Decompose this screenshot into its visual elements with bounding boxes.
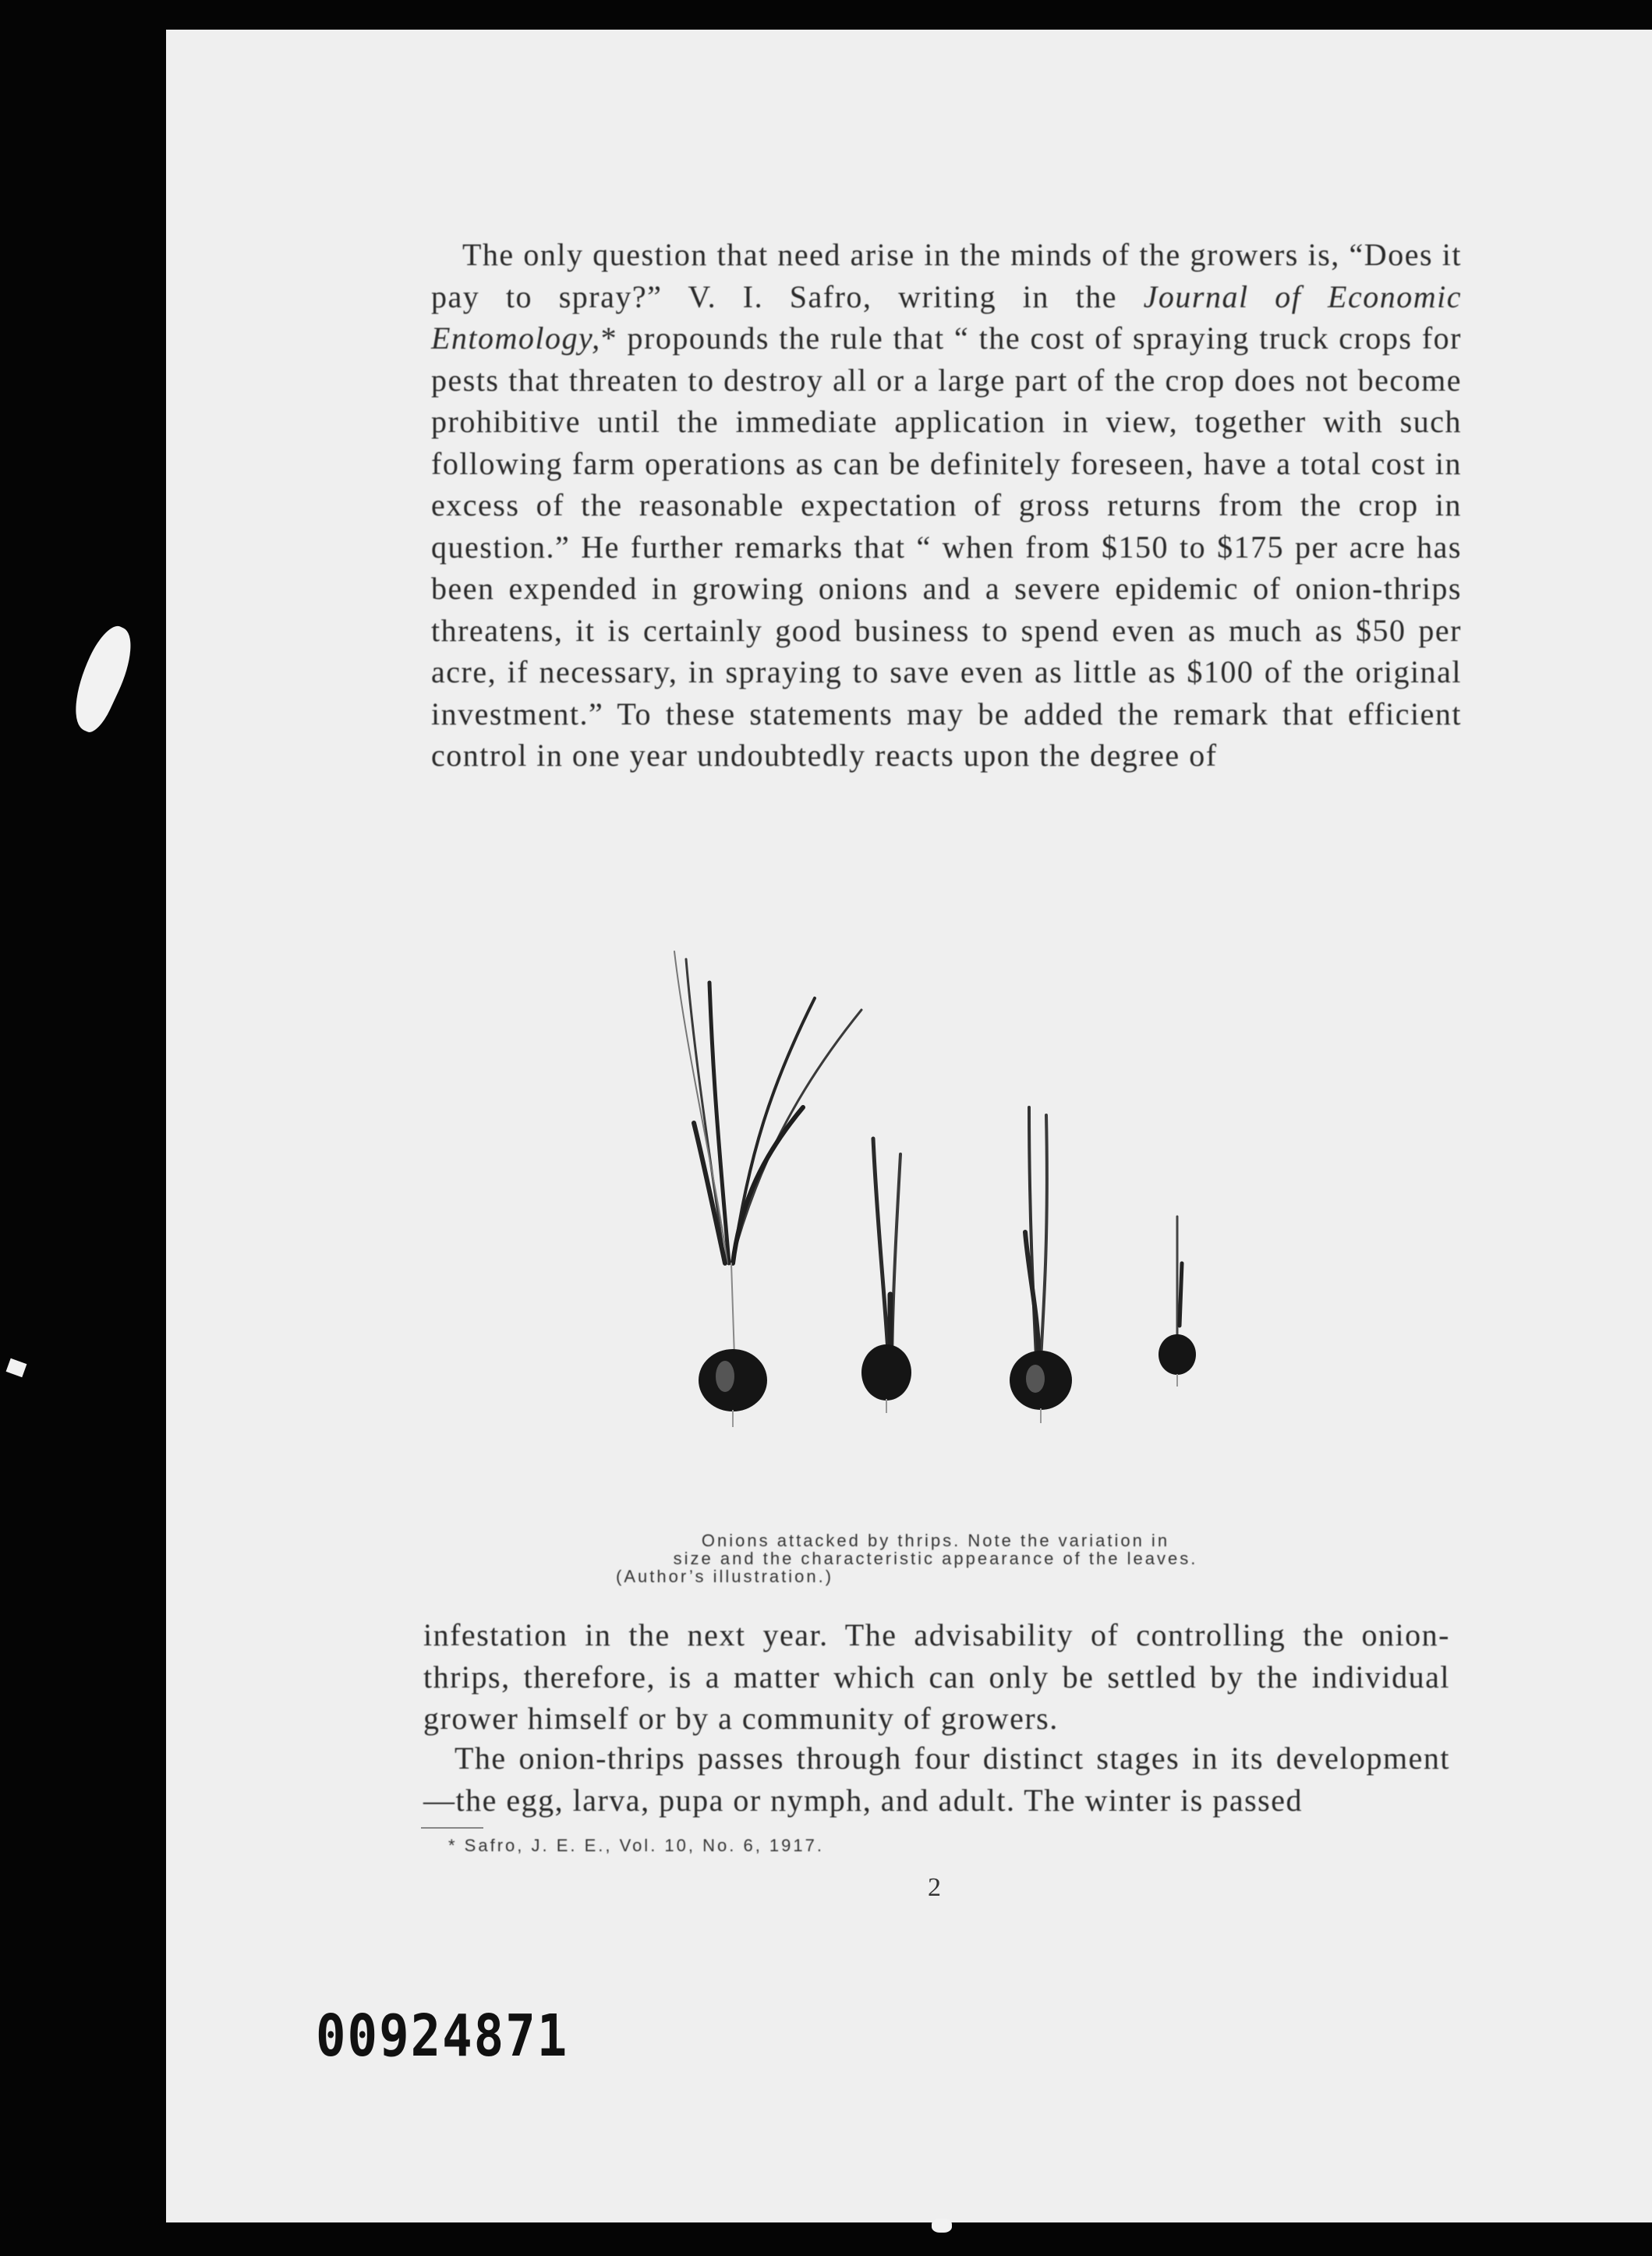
- caption-line: Onions attacked by thrips. Note the variation in: [701, 1531, 1170, 1550]
- scan-debris: [932, 2219, 952, 2233]
- paragraph-1: The only question that need arise in the minds of the growers is, “Does it pay to spray?” V. I. Safro, writing in the Journal of Economic Entomology,* propounds the rule that “ the cost of spraying truck crops for pests that threaten to destroy all or a large part of the crop does not become prohibitive until the immediate application in view, together with such following farm operations as can be definitely foreseen, have a total cost in excess of the reasonable expectation of gross returns from the crop in question.” He further remarks that “ when from $150 to $175 per acre has been expended in growing onions and a severe epidemic of onion-thrips threatens, it is certainly good business to spend even as much as $50 per acre, if necessary, in spraying to save even as little as $100 of the original investment.” To these statements may be added the remark that efficient control in one year undoubtedly reacts upon the degree of: [431, 237, 1462, 773]
- paragraph-2: infestation in the next year. The advisability of controlling the onion-thrips, therefore, is a matter which can only be settled by the individual grower himself or by a community of growers.: [423, 1617, 1450, 1736]
- figure-caption: [616, 1532, 1255, 1585]
- archive-stamp-number: 00924871: [316, 2003, 569, 2070]
- footnote: * Safro, J. E. E., Vol. 10, No. 6, 1917.: [448, 1836, 824, 1855]
- paragraph-3: The onion-thrips passes through four distinct stages in its development—the egg, larva, pupa or nymph, and adult. The winter is passed: [423, 1741, 1450, 1818]
- onion-plants-illustration: [639, 858, 1279, 1450]
- caption-line: size and the characteristic appearance of the leaves.: [673, 1549, 1198, 1568]
- page-number: 2: [928, 1873, 941, 1902]
- caption-line: (Author’s illustration.): [616, 1567, 834, 1586]
- footnote-rule: [421, 1827, 483, 1829]
- scan-debris: [61, 621, 143, 737]
- journal-title: Journal of Economic Entomology,: [431, 278, 1462, 356]
- onion-figure: [639, 858, 1279, 1450]
- scan-debris: [6, 1358, 27, 1377]
